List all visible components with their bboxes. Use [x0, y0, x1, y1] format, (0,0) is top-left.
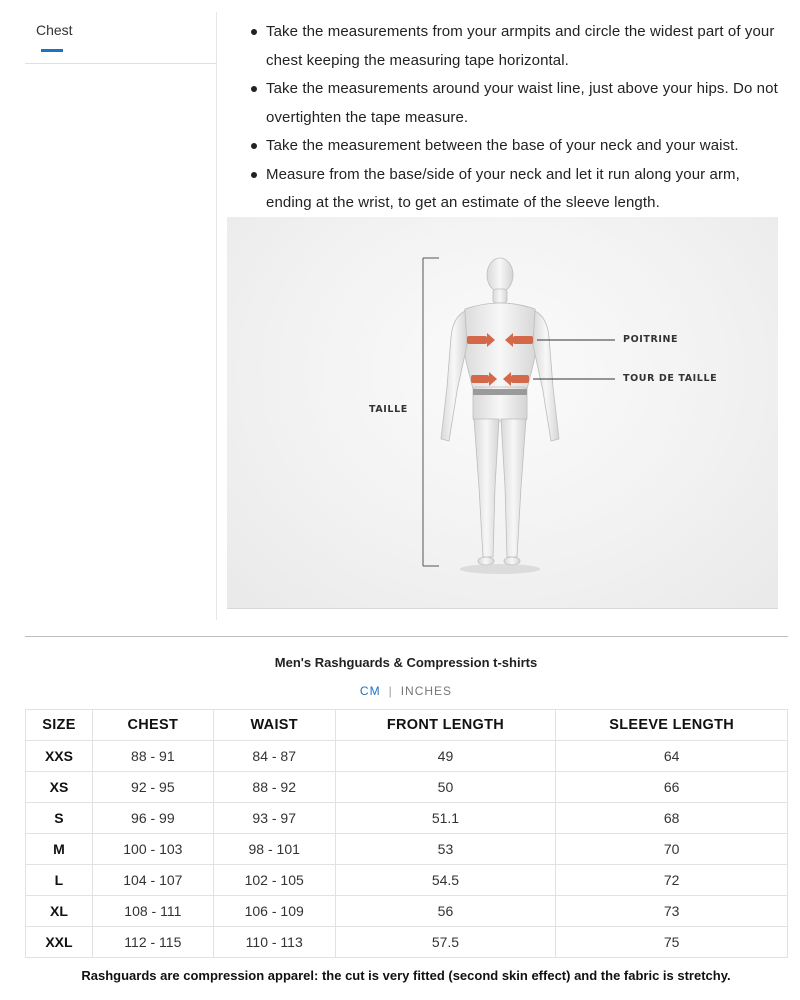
- sleeve-length-cell: 64: [556, 741, 788, 772]
- table-row: [26, 834, 788, 865]
- measurement-figure: [227, 217, 778, 609]
- front-length-cell: 51.1: [335, 803, 556, 834]
- waist-cell: 110 - 113: [213, 927, 335, 958]
- table-row: [26, 803, 788, 834]
- instruction-front-length: [248, 132, 788, 161]
- size-cell: L: [26, 865, 93, 896]
- chest-cell: 112 - 115: [92, 927, 213, 958]
- size-cell: S: [26, 803, 93, 834]
- waist-cell: 98 - 101: [213, 834, 335, 865]
- front-length-cell: 57.5: [335, 927, 556, 958]
- size-cell: XXL: [26, 927, 93, 958]
- instruction-chest: [248, 18, 788, 75]
- size-cell: XS: [26, 772, 93, 803]
- table-row: [26, 772, 788, 803]
- mannequin-body: [441, 258, 559, 565]
- waist-label: TOUR DE TAILLE: [623, 373, 718, 384]
- header-front-length: FRONT LENGTH: [335, 710, 556, 741]
- bullet-icon: [251, 29, 257, 35]
- size-guide-tabs: [25, 12, 217, 620]
- unit-cm-button[interactable]: CM: [359, 684, 381, 698]
- instruction-text: Take the measurement between the base of your neck and your waist.: [266, 137, 739, 154]
- table-header-row: [26, 710, 788, 741]
- size-cell: M: [26, 834, 93, 865]
- waistband: [473, 389, 527, 395]
- sleeve-length-cell: 72: [556, 865, 788, 896]
- chest-cell: 104 - 107: [92, 865, 213, 896]
- table-row: [26, 927, 788, 958]
- bullet-icon: [251, 86, 257, 92]
- sleeve-length-cell: 68: [556, 803, 788, 834]
- size-table: [25, 709, 788, 958]
- measurement-instructions: [248, 18, 788, 218]
- size-table-title: Men's Rashguards & Compression t-shirts: [274, 655, 538, 670]
- instruction-waist: [248, 75, 788, 132]
- instruction-text: Take the measurements from your armpits and circle the widest part of your chest keeping the measuring tape horizontal.: [266, 23, 775, 69]
- floor-shadow: [460, 564, 540, 574]
- waist-cell: 106 - 109: [213, 896, 335, 927]
- sleeve-length-cell: 73: [556, 896, 788, 927]
- chest-cell: 88 - 91: [92, 741, 213, 772]
- chest-cell: 108 - 111: [92, 896, 213, 927]
- front-length-cell: 56: [335, 896, 556, 927]
- header-waist: WAIST: [213, 710, 335, 741]
- header-sleeve-length: SLEEVE LENGTH: [556, 710, 788, 741]
- front-length-cell: 49: [335, 741, 556, 772]
- table-row: [26, 741, 788, 772]
- compression-footnote: Rashguards are compression apparel: the cut is very fitted (second skin effect) and the fabric is stretchy.: [81, 968, 731, 983]
- table-row: [26, 865, 788, 896]
- bullet-icon: [251, 143, 257, 149]
- sleeve-length-cell: 75: [556, 927, 788, 958]
- size-cell: XL: [26, 896, 93, 927]
- chest-cell: 100 - 103: [92, 834, 213, 865]
- header-chest: CHEST: [92, 710, 213, 741]
- tab-chest-label: Chest: [36, 22, 73, 38]
- unit-inches-button[interactable]: INCHES: [400, 684, 453, 698]
- front-length-cell: 54.5: [335, 865, 556, 896]
- unit-separator: |: [388, 684, 393, 698]
- instruction-text: Take the measurements around your waist line, just above your hips. Do not overtighten the tape measure.: [266, 80, 778, 126]
- chest-cell: 92 - 95: [92, 772, 213, 803]
- chest-label: POITRINE: [623, 334, 679, 345]
- sleeve-length-cell: 66: [556, 772, 788, 803]
- waist-cell: 93 - 97: [213, 803, 335, 834]
- bullet-icon: [251, 172, 257, 178]
- active-tab-indicator: [41, 49, 63, 52]
- table-row: [26, 896, 788, 927]
- instruction-sleeve-length: [248, 161, 788, 218]
- chest-cell: 96 - 99: [92, 803, 213, 834]
- tab-chest[interactable]: [25, 12, 217, 64]
- waist-cell: 88 - 92: [213, 772, 335, 803]
- sleeve-length-cell: 70: [556, 834, 788, 865]
- mannequin-illustration: [227, 217, 778, 609]
- header-size: SIZE: [26, 710, 93, 741]
- front-length-cell: 53: [335, 834, 556, 865]
- size-cell: XXS: [26, 741, 93, 772]
- waist-cell: 102 - 105: [213, 865, 335, 896]
- unit-toggle: [0, 684, 800, 698]
- height-label: TAILLE: [369, 404, 408, 415]
- waist-cell: 84 - 87: [213, 741, 335, 772]
- instruction-text: Measure from the base/side of your neck and let it run along your arm, ending at the wrist, to get an estimate of the sleeve length.: [266, 165, 740, 211]
- front-length-cell: 50: [335, 772, 556, 803]
- section-divider: [25, 636, 788, 637]
